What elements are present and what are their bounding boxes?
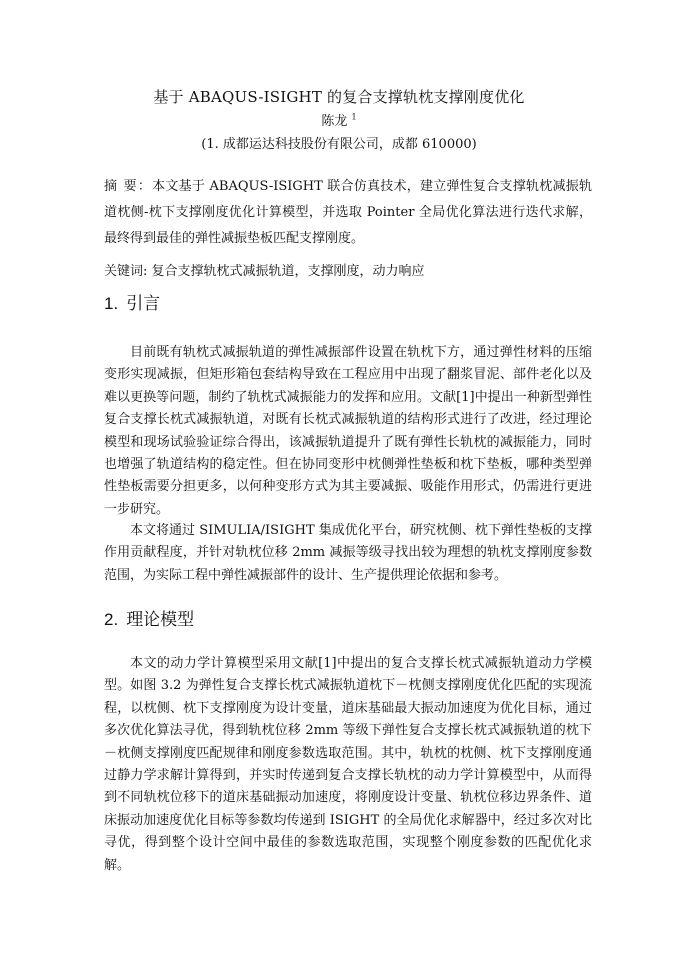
paragraph: 本文的动力学计算模型采用文献[1]中提出的复合支撑长枕式减振轨道动力学模型。如图 3.2 为弹性复合支撑长枕式减振轨道枕下－枕侧支撑刚度优化匹配的实现流程，以枕侧、枕下支撑刚度为设计变量，道床基础最大振动加速度为优化目标，通过多次优化算法寻优，得到轨枕位移 2mm 等级下弹性复合支撑长枕式减振轨道的枕下－枕侧支撑刚度匹配规律和刚度参数选取范围。其中，轨枕的枕侧、枕下支撑刚度通过静力学求解计算得到，并实时传递到复合支撑长轨枕的动力学计算模型中，从而得到不同轨枕位移下的道床基础振动加速度，将刚度设计变量、轨枕位移边界条件、道床振动加速度优化目标等参数均传递到 ISIGHT 的全局优化求解器中，经过多次对比寻优，得到整个设计空间中最佳的参数选取范围，实现整个刚度参数的匹配优化求解。 [104, 656, 592, 873]
abstract-label: 摘 要： [104, 179, 153, 194]
section-title: 理论模型 [126, 610, 195, 629]
author-line [0, 110, 678, 129]
paper-title: 基于 ABAQUS-ISIGHT 的复合支撑轨枕支撑刚度优化 [153, 88, 525, 106]
author-affiliation-marker: 1 [351, 112, 357, 122]
keywords [104, 262, 592, 282]
section-number: 2. [104, 610, 119, 629]
abstract [104, 174, 592, 252]
section-heading-introduction [104, 289, 160, 314]
section-number: 1. [104, 294, 119, 313]
abstract-text: 本文基于 ABAQUS-ISIGHT 联合仿真技术，建立弹性复合支撑轨枕减振轨道枕侧-枕下支撑刚度优化计算模型，并选取 Pointer 全局优化算法进行迭代求解，最终得到最佳的弹性减振垫板匹配支撑刚度。 [104, 179, 592, 246]
author-name: 陈龙 [321, 114, 348, 129]
keywords-label: 关键词: [104, 264, 148, 279]
paragraph: 本文将通过 SIMULIA/ISIGHT 集成优化平台，研究枕侧、枕下弹性垫板的支撑作用贡献程度，并针对轨枕位移 2mm 减振等级寻找出较为理想的轨枕支撑刚度参数范围，为实际工程中弹性减振部件的设计、生产提供理论依据和参考。 [104, 523, 592, 583]
affiliation: (1. 成都运达科技股份有限公司，成都 610000) [201, 137, 477, 152]
keywords-text: 复合支撑轨枕式减振轨道，支撑刚度，动力响应 [151, 264, 425, 279]
paragraph: 目前既有轨枕式减振轨道的弹性减振部件设置在轨枕下方，通过弹性材料的压缩变形实现减振，但矩形箱包套结构导致在工程应用中出现了翻浆冒泥、部件老化以及难以更换等问题，制约了轨枕式减振能力的发挥和应用。文献[1]中提出一种新型弹性复合支撑长枕式减振轨道，对既有长枕式减振轨道的结构形式进行了改进，经过理论模型和现场试验验证综合得出，该减振轨道提升了既有弹性长轨枕的减振能力，同时也增强了轨道结构的稳定性。但在协同变形中枕侧弹性垫板和枕下垫板，哪种类型弹性垫板需要分担更多，以何种变形方式为其主要减振、吸能作用形式，仍需进行更进一步研究。 [104, 345, 592, 517]
section-title: 引言 [126, 294, 161, 313]
section-heading-theoretical-model [104, 605, 194, 630]
